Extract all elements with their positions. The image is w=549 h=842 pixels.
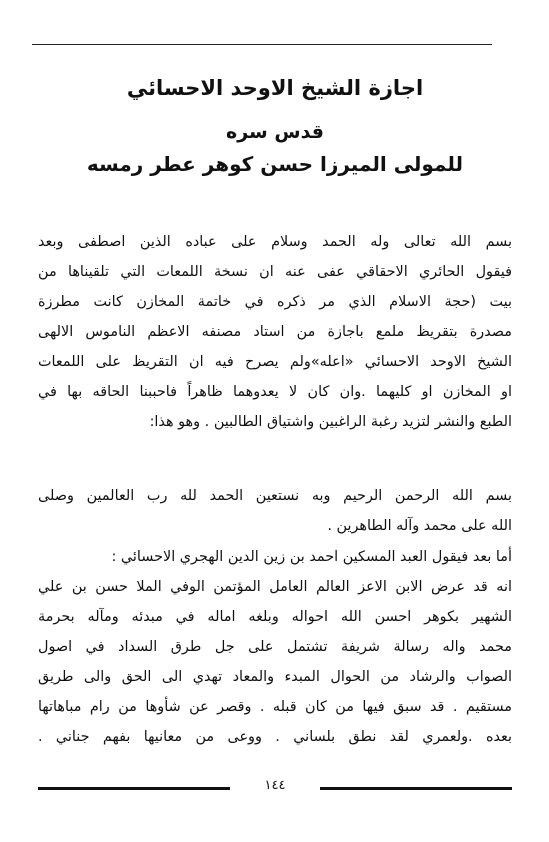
text-line: الشيخ الاوحد الاحسائي «اعله»ولم يصرح فيه ان التقريظ على اللمعات [38,354,512,370]
page-footer [38,775,512,797]
paragraph-ijaza [38,542,512,752]
text-line: الشهير بكوهر احسن الله احواله وبلغه اماله في مبدئه ومآله بحرمة [38,609,512,625]
text-line: الله على محمد وآله الطاهرين . [327,518,512,534]
top-rule [32,44,492,45]
text-line: او المخازن او كليهما .وان كان لا يعدوهما ظاهراً فاحببنا الحاقه بها في [38,384,512,400]
text-line: بسم الله تعالى وله الحمد وسلام على عباده الذين اصطفى وبعد [38,234,512,250]
text-line: الطبع والنشر لتزيد رغبة الراغبين واشتياق الطالبين . وهو هذا: [149,414,512,430]
text-line: فيقول الحائري الاحقاقي عفى عنه ان نسخة اللمعات التي تلقيناها من [38,264,512,280]
text-line: مستقيم . قد سبق فيها من كان قبله . وقصر عن شأوها من رام مباهاتها [38,699,512,715]
text-line: محمد واله رسالة شريفة تشتمل على جل طرق السداد في اصول [38,639,512,655]
text-line: بعده .ولعمري لقد نطق بلساني . ووعى من معانيها بفهم جناني . [38,729,512,745]
page-number: ١٤٤ [264,778,286,793]
heading-recipient: للمولى الميرزا حسن كوهر عطر رمسه [86,152,464,176]
text-line: أما بعد فيقول العبد المسكين احمد بن زين الدين الهجري الاحسائي : [111,549,512,565]
heading-title: اجازة الشيخ الاوحد الاحسائي [126,76,424,100]
text-line: مصدرة بتقريظ ملمع باجازة من استاد مصنفه الاعظم الناموس الالهى [38,324,512,340]
heading-honorific: قدس سره [226,121,324,143]
text-line: انه قد عرض الابن الاعز العالم العامل المؤتمن الوفي الملا حسن بن علي [38,579,512,595]
text-line: بسم الله الرحمن الرحيم وبه نستعين الحمد لله رب العالمين وصلى [38,488,512,504]
text-line: بيت (حجة الاسلام الذي مر ذكره في خاتمة المخازن كانت مطرزة [38,294,512,310]
paragraph-basmala [38,481,512,541]
text-line: الصواب والرشاد من الحوال المبدء والمعاد تهدي الى الحق والى طريق [38,669,512,685]
footer-rule-right [320,787,512,790]
paragraph-intro [38,227,512,437]
